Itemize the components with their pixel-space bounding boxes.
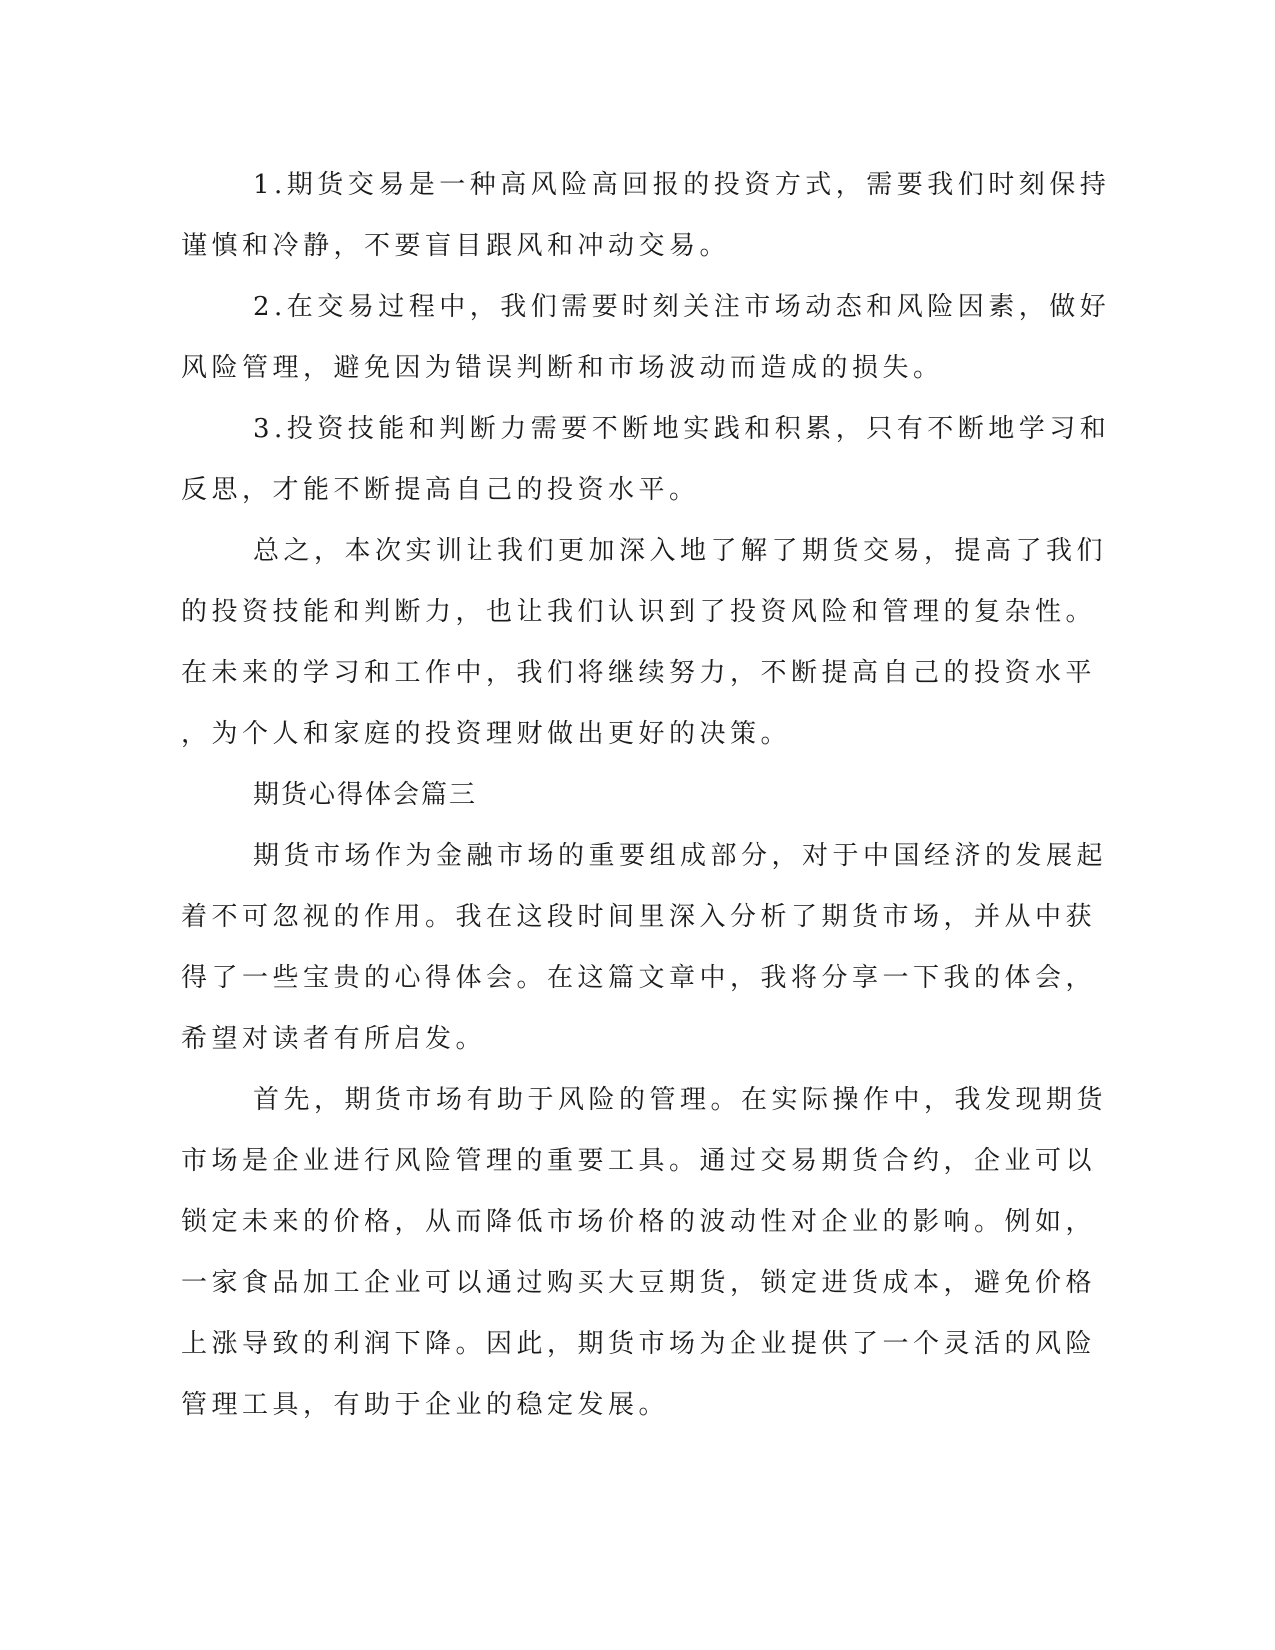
- text-line: 锁定未来的价格，从而降低市场价格的波动性对企业的影响。例如，: [181, 1207, 1097, 1237]
- text-line: 上涨导致的利润下降。因此，期货市场为企业提供了一个灵活的风险: [181, 1329, 1097, 1359]
- text-line: 总之，本次实训让我们更加深入地了解了期货交易，提高了我们: [253, 536, 1108, 566]
- paragraph-intro: [181, 826, 1108, 1070]
- paragraph-point-3: [181, 399, 1111, 521]
- text-line: 的投资技能和判断力，也让我们认识到了投资风险和管理的复杂性。: [181, 597, 1097, 627]
- heading-text: 期货心得体会篇三: [253, 780, 478, 810]
- paragraph-summary: [181, 521, 1108, 765]
- paragraph-point-2: [181, 277, 1111, 399]
- text-line: 3.投资技能和判断力需要不断地实践和积累，只有不断地学习和: [253, 414, 1111, 444]
- text-line: 一家食品加工企业可以通过购买大豆期货，锁定进货成本，避免价格: [181, 1268, 1097, 1298]
- text-line: 1.期货交易是一种高风险高回报的投资方式，需要我们时刻保持: [253, 170, 1111, 200]
- text-line: 风险管理，避免因为错误判断和市场波动而造成的损失。: [181, 353, 944, 383]
- text-line: 市场是企业进行风险管理的重要工具。通过交易期货合约，企业可以: [181, 1146, 1097, 1176]
- text-line: 2.在交易过程中，我们需要时刻关注市场动态和风险因素，做好: [253, 292, 1111, 322]
- text-line: 首先，期货市场有助于风险的管理。在实际操作中，我发现期货: [253, 1085, 1108, 1115]
- document-body: [181, 155, 1111, 1436]
- text-line: 期货市场作为金融市场的重要组成部分，对于中国经济的发展起: [253, 841, 1108, 871]
- section-heading: [181, 765, 1081, 826]
- text-line: 得了一些宝贵的心得体会。在这篇文章中，我将分享一下我的体会，: [181, 963, 1097, 993]
- paragraph-point-1: [181, 155, 1111, 277]
- text-line: ，为个人和家庭的投资理财做出更好的决策。: [181, 719, 792, 749]
- text-line: 希望对读者有所启发。: [181, 1024, 487, 1054]
- text-line: 管理工具，有助于企业的稳定发展。: [181, 1390, 670, 1420]
- paragraph-risk-management: [181, 1070, 1108, 1436]
- text-line: 着不可忽视的作用。我在这段时间里深入分析了期货市场，并从中获: [181, 902, 1097, 932]
- text-line: 反思，才能不断提高自己的投资水平。: [181, 475, 700, 505]
- text-line: 在未来的学习和工作中，我们将继续努力，不断提高自己的投资水平: [181, 658, 1097, 688]
- text-line: 谨慎和冷静，不要盲目跟风和冲动交易。: [181, 231, 731, 261]
